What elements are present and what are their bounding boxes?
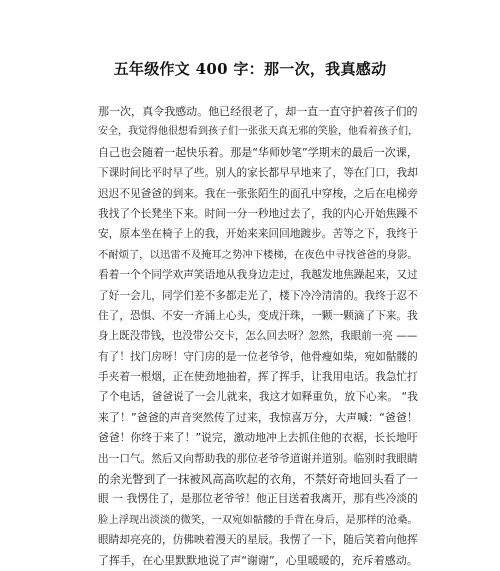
essay-line: 身上既没带钱，也没带公交卡，怎么回去呀？忽然，我眼前一亮 —— bbox=[98, 330, 418, 343]
essay-line: 手夹着一根烟，正在使劲地抽着，挥了挥手，让我用电话。我急忙打 bbox=[98, 370, 418, 384]
essay-line: 迟迟不见爸爸的到来。我在一张张陌生的面孔中穿梭，之后在电梯旁 bbox=[98, 186, 418, 200]
essay-line: 来了！”爸爸的声音突然传了过来，我惊喜万分，大声喊：“爸爸！ bbox=[98, 410, 418, 424]
essay-title: 五年级作文 400 字：那一次，我真感动 bbox=[113, 60, 387, 78]
essay-line: 自己也会随着一起快乐着。那是“华师妙笔”学期末的最后一次课， bbox=[98, 145, 418, 159]
essay-line: 有了！找门房呀！守门房的是一位老爷爷，他骨瘦如柴，宛如骷髅的 bbox=[98, 349, 418, 363]
essay-line: 不耐烦了，以迅雷不及掩耳之势冲下楼梯，在夜色中寻找爸爸的身影。 bbox=[98, 248, 418, 261]
essay-line: 安，原本坐在椅子上的我，开始来来回回地踱步。苦等之下，我终于 bbox=[98, 227, 418, 241]
essay-line: 爸爸！你终于来了！”说完，激动地冲上去抓住他的衣裾，长长地吁 bbox=[98, 431, 418, 445]
essay-line: 我找了个长凳坐下来。时间一分一秒地过去了，我的内心开始焦躁不 bbox=[98, 206, 418, 220]
essay-line: 安全，我觉得他很想看到孩子们一张张天真无邪的笑脸，他看着孩子们， bbox=[98, 126, 418, 138]
essay-line: 下课时间比平时早了些。别人的家长都早早地来了，等在门口，我却 bbox=[98, 166, 418, 180]
essay-line: 眼 一 我愣住了，是那位老爷爷！他正目送着我离开，那有些冷淡的 bbox=[98, 492, 418, 506]
essay-line: 了好一会儿，同学们差不多都走光了，楼下冷冷清清的。我终于忍不 bbox=[98, 288, 418, 302]
essay-line: 的余光瞥到了一抹被风高高吹起的衣角，不禁好奇地回头看了一 bbox=[98, 472, 418, 487]
essay-line: 脸上浮现出淡淡的微笑，一双宛如骷髅的手背在身后，是那样的沧桑。 bbox=[98, 513, 418, 526]
essay-line: 了挥手，在心里默默地说了声“谢谢”，心里暖暖的，充斥着感动。 bbox=[98, 553, 418, 567]
essay-line: 眼睛却亮亮的，仿佛映着漫天的星辰。我愣了一下，随后笑着向他挥 bbox=[98, 533, 418, 547]
essay-line: 那一次，真令我感动。他已经很老了，却一直一直守护着孩子们的 bbox=[98, 105, 418, 118]
essay-line: 了个电话，爸爸说了一会儿就来，我这才如释重负，放下心来。 “我 bbox=[98, 390, 418, 404]
essay-body bbox=[98, 102, 418, 571]
essay-line: 出一口气。然后又向帮助我的那位老爷爷道谢并道别。临别时我眼睛 bbox=[98, 451, 418, 465]
essay-line: 看着一个个同学欢声笑语地从我身边走过，我越发地焦躁起来，又过 bbox=[98, 268, 418, 282]
essay-line: 住了，恐惧、不安一齐涌上心头，变成汗珠，一颗一颗滴了下来。我 bbox=[98, 308, 418, 322]
